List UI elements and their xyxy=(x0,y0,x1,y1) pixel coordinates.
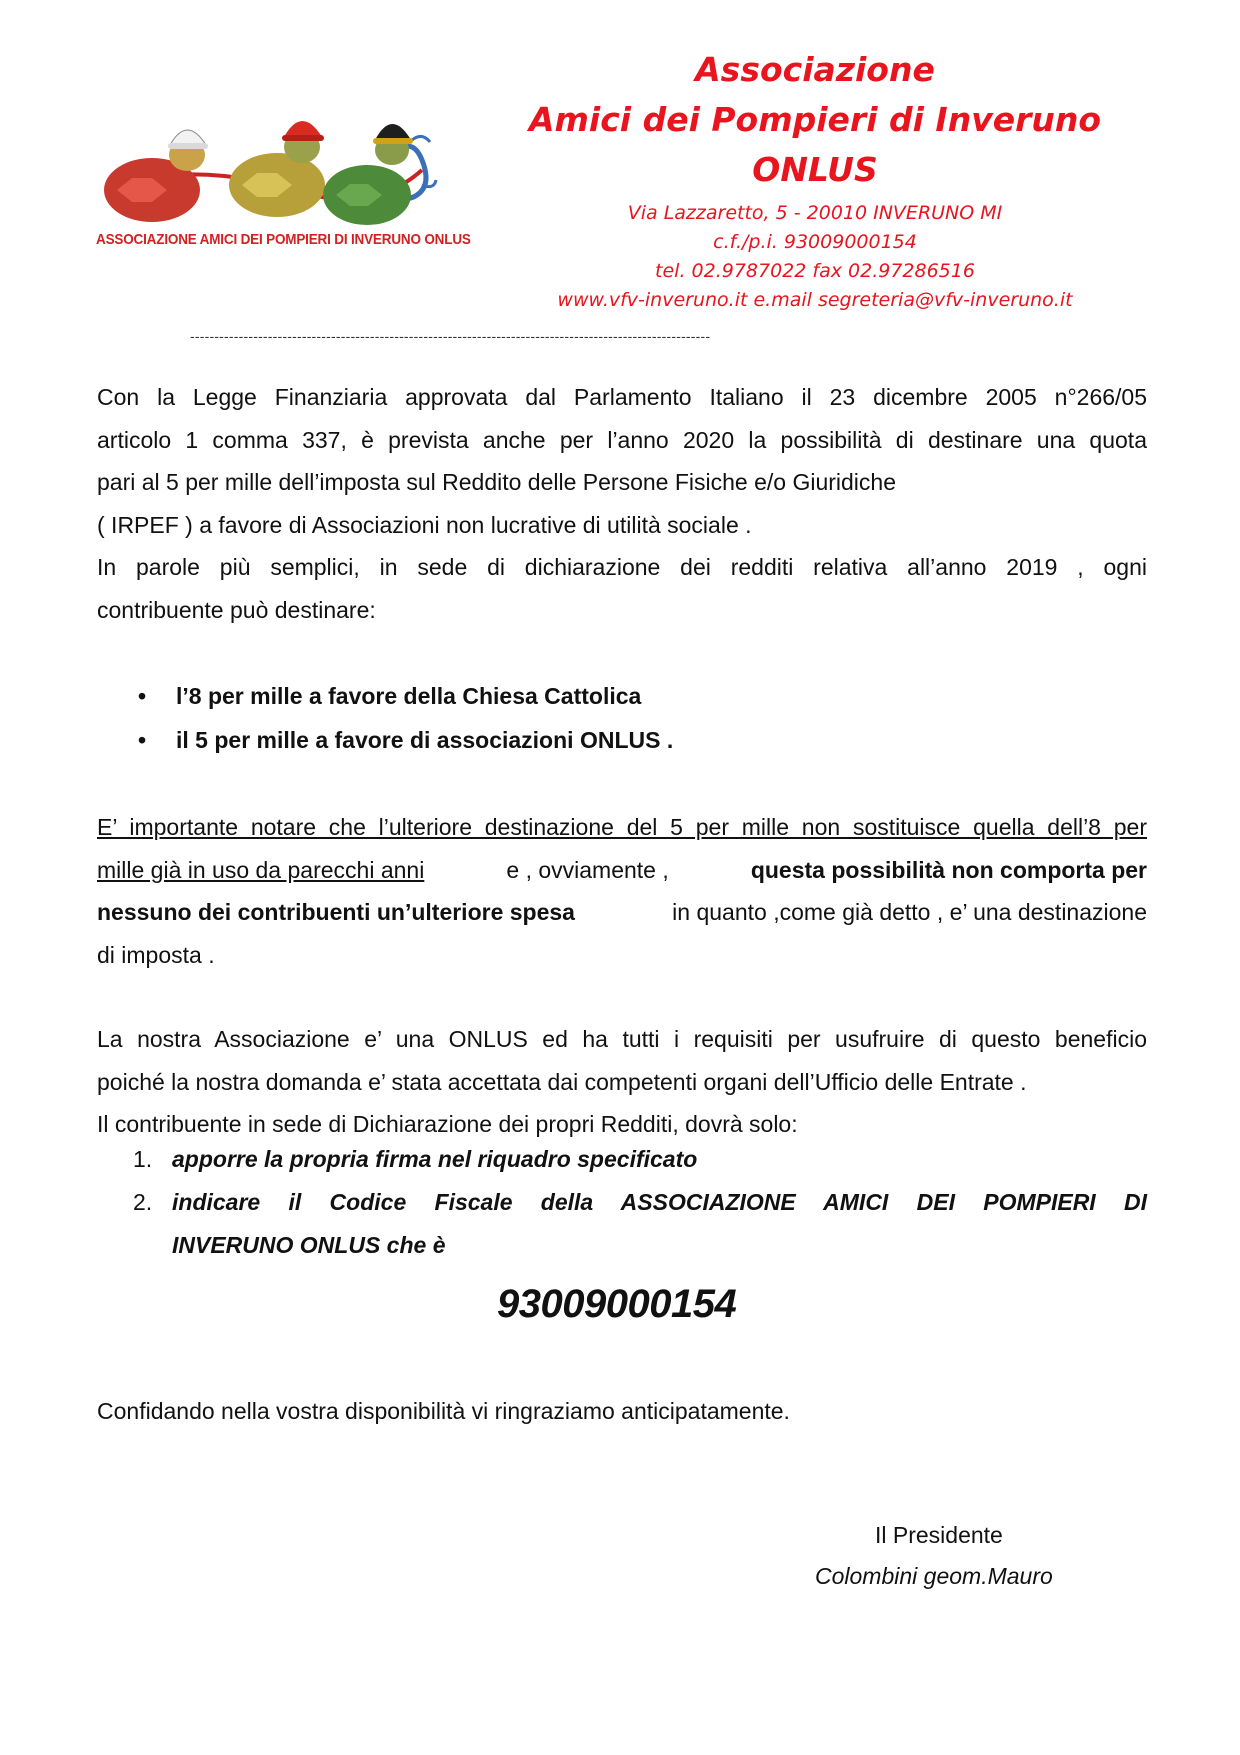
fiscal-code: 93009000154 xyxy=(497,1282,737,1326)
signature-role: Il Presidente xyxy=(875,1522,1003,1548)
text-bold: questa possibilità non comporta per xyxy=(750,856,1147,883)
text-bold: nessuno dei contribuenti un’ulteriore spesa xyxy=(97,899,575,925)
text-line: In parole più semplici, in sede di dichiarazione dei redditi relativa all’anno 2019 , ogni xyxy=(97,554,1147,580)
text-line: Con la Legge Finanziaria approvata dal Parlamento Italiano il 23 dicembre 2005 n°266/05 xyxy=(97,384,1147,410)
turtle-firefighters-icon xyxy=(92,95,462,225)
text-line: ( IRPEF ) a favore di Associazioni non lucrative di utilità sociale . xyxy=(97,511,752,538)
text-line: di imposta . xyxy=(97,941,215,968)
association-logo xyxy=(92,95,471,260)
header-phone: tel. 02.9787022 fax 02.97286516 xyxy=(655,260,975,282)
text-line: articolo 1 comma 337, è prevista anche per l’anno 2020 la possibilità di destinare una quota xyxy=(97,426,1147,453)
header-title-line1: Associazione xyxy=(695,50,935,89)
bullet-dot-icon: • xyxy=(138,683,147,709)
paragraph-importante xyxy=(97,806,1147,976)
header-address: Via Lazzaretto, 5 - 20010 INVERUNO MI xyxy=(627,202,1003,224)
closing-text: Confidando nella vostra disponibilità vi ringraziamo anticipatamente. xyxy=(97,1398,790,1424)
text-underlined: mille già in uso da parecchi anni xyxy=(97,856,425,883)
signature-name: Colombini geom.Mauro xyxy=(815,1563,1053,1589)
text-line: poiché la nostra domanda e’ stata accettata dai competenti organi dell’Ufficio delle Entrate . xyxy=(97,1068,1027,1095)
step-text: apporre la propria firma nel riquadro specificato xyxy=(172,1146,698,1172)
text-line xyxy=(97,849,1147,892)
header-tax-code: c.f./p.i. 93009000154 xyxy=(713,231,917,253)
paragraph-legge-finanziaria xyxy=(97,376,1147,546)
text-line: contribuente può destinare: xyxy=(97,596,376,623)
step-text: INVERUNO ONLUS che è xyxy=(172,1232,446,1258)
bullet-text: l’8 per mille a favore della Chiesa Cattolica xyxy=(176,683,642,709)
step-number: 1. xyxy=(133,1146,153,1172)
text-line: La nostra Associazione e’ una ONLUS ed ha tutti i requisiti per usufruire di questo beneficio xyxy=(97,1026,1147,1052)
header-web-email: www.vfv-inveruno.it e.mail segreteria@vfv-inveruno.it xyxy=(557,289,1073,311)
text-line: pari al 5 per mille dell’imposta sul Reddito delle Persone Fisiche e/o Giuridiche xyxy=(97,469,897,495)
header-title-line2: Amici dei Pompieri di Inveruno xyxy=(528,100,1102,139)
text-line: E’ importante notare che l’ulteriore destinazione del 5 per mille non sostituisce quella dell’8 per xyxy=(97,814,1147,840)
logo-caption: ASSOCIAZIONE AMICI DEI POMPIERI DI INVERUNO ONLUS xyxy=(96,231,471,248)
header-title-line3: ONLUS xyxy=(752,150,878,189)
text-plain: in quanto ,come già detto , e’ una destinazione xyxy=(665,899,1147,925)
bullet-text: il 5 per mille a favore di associazioni ONLUS . xyxy=(176,727,674,753)
bullet-dot-icon: • xyxy=(138,727,147,753)
header-divider: ----------------------------------------------------------------------------------------------------------- xyxy=(190,328,711,344)
paragraph-associazione xyxy=(97,1018,1147,1146)
text-line xyxy=(97,891,1147,934)
step-number: 2. xyxy=(133,1189,153,1215)
paragraph-parole-semplici xyxy=(97,546,1147,631)
text-line: Il contribuente in sede di Dichiarazione dei propri Redditi, dovrà solo: xyxy=(97,1111,798,1137)
step-text: indicare il Codice Fiscale della ASSOCIAZIONE AMICI DEI POMPIERI DI xyxy=(172,1189,1147,1215)
text-plain: e , ovviamente , xyxy=(500,856,676,883)
